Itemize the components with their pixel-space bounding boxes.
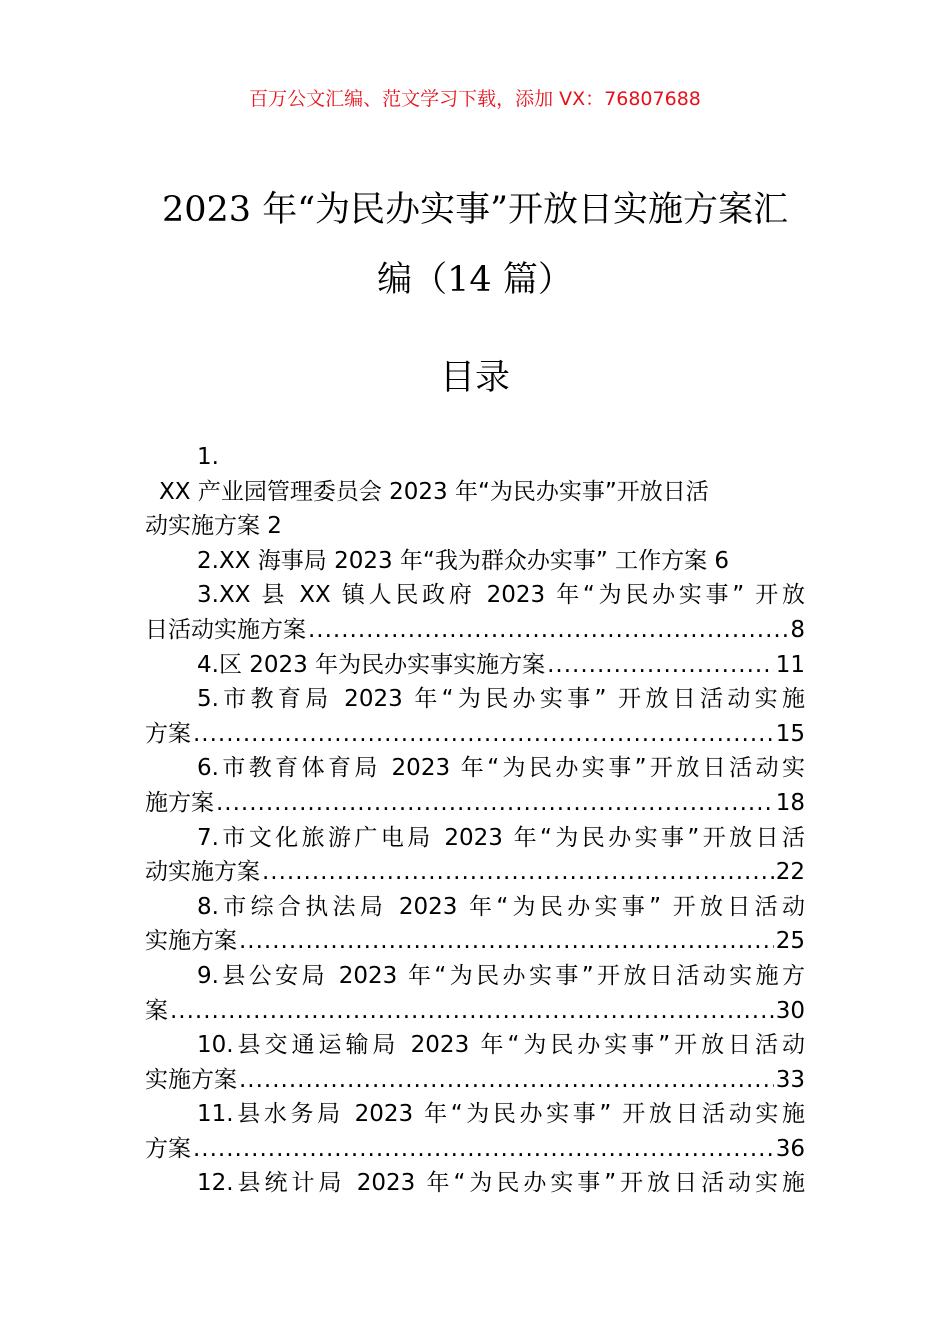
dot-leader [193,1132,774,1167]
toc-entry-text: 4.区 2023 年为民办实事实施方案 [197,651,546,678]
toc-entry-title-cont [145,786,805,821]
document-title [145,175,805,315]
toc-entry-text: 实施方案 [145,1066,237,1093]
toc-entry-title: XX 产业园管理委员会 2023 年“为民办实事”开放日活 [159,478,709,505]
toc-page-number: 15 [775,720,805,747]
toc-entry-title: 8.市综合执法局 2023 年“为民办实事” 开放日活动 [197,893,805,920]
toc-entry-title-cont [145,613,805,648]
toc-entry-title: 7.市文化旅游广电局 2023 年“为民办实事”开放日活 [197,824,805,851]
toc-entry-text: 施方案 [145,789,214,816]
toc-entry-title-cont [145,994,805,1029]
dot-leader [547,648,774,683]
toc-entry-title-cont [145,1132,805,1167]
dot-leader [239,924,774,959]
toc-entry-text: 方案 [145,1135,191,1162]
toc-entry-title-cont [145,1063,805,1098]
dot-leader [216,786,774,821]
toc-page-number: 30 [775,997,805,1024]
dot-leader [239,1063,774,1098]
toc-entry-title: 2.XX 海事局 2023 年“我为群众办实事” 工作方案 6 [197,547,730,574]
toc-entry-3[interactable] [145,578,805,647]
toc-entry-12[interactable] [145,1166,805,1201]
toc-page-number: 11 [775,651,805,678]
dot-leader [308,613,788,648]
toc-entry-text: 日活动实施方案 [145,616,306,643]
toc-page-number: 22 [775,859,805,886]
toc-entry-6[interactable] [145,751,805,820]
toc-entry-title-cont [145,855,805,890]
toc-entry-title: 5.市教育局 2023 年“为民办实事” 开放日活动实施 [197,686,805,713]
toc-entry-title-cont [145,924,805,959]
toc-entry-text: 方案 [145,720,191,747]
toc-entry-text: 实施方案 [145,928,237,955]
toc-page-number: 36 [775,1135,805,1162]
toc-entry-9[interactable] [145,959,805,1028]
toc-entry-10[interactable] [145,1028,805,1097]
toc-page-number: 8 [790,616,805,643]
toc-entry-5[interactable] [145,682,805,751]
toc-entry-text: 动实施方案 [145,859,260,886]
toc-entry-title: 11.县水务局 2023 年“为民办实事” 开放日活动实施 [197,1101,805,1128]
toc-entry-title: 12.县统计局 2023 年“为民办实事”开放日活动实施 [197,1170,805,1197]
title-line-1: 2023 年“为民办实事”开放日实施方案汇 [162,190,788,230]
toc-entry-title [145,648,805,683]
toc-entry-1[interactable] [145,440,805,544]
toc-entry-2[interactable] [145,544,805,579]
toc-entry-title: 6.市教育体育局 2023 年“为民办实事”开放日活动实 [197,755,805,782]
toc-entry-11[interactable] [145,1097,805,1166]
toc-entry-number: 1. [197,444,219,470]
toc-entry-text: 动实施方案 2 [145,513,282,540]
toc-entry-title: 10.县交通运输局 2023 年“为民办实事”开放日活动 [197,1032,805,1059]
toc-page-number: 25 [775,928,805,955]
dot-leader [262,855,774,890]
toc-entry-7[interactable] [145,821,805,890]
toc-heading: 目录 [439,358,510,398]
toc-page-number: 33 [775,1066,805,1093]
toc-entry-title-cont [145,509,805,544]
toc-entry-title-cont [145,717,805,752]
toc-page-number: 18 [775,789,805,816]
dot-leader [193,717,774,752]
toc-entry-4[interactable] [145,648,805,683]
toc-entry-8[interactable] [145,890,805,959]
title-line-2: 编（14 篇） [377,260,573,300]
table-of-contents [145,440,805,1201]
toc-entry-title: 3.XX 县 XX 镇人民政府 2023 年“为民办实事” 开放 [197,582,805,609]
toc-entry-title: 9.县公安局 2023 年“为民办实事”开放日活动实施方 [197,962,805,989]
toc-entry-text: 案 [145,997,168,1024]
dot-leader [170,994,774,1029]
watermark-header: 百万公文汇编、范文学习下载，添加 VX：76807688 [249,88,701,110]
